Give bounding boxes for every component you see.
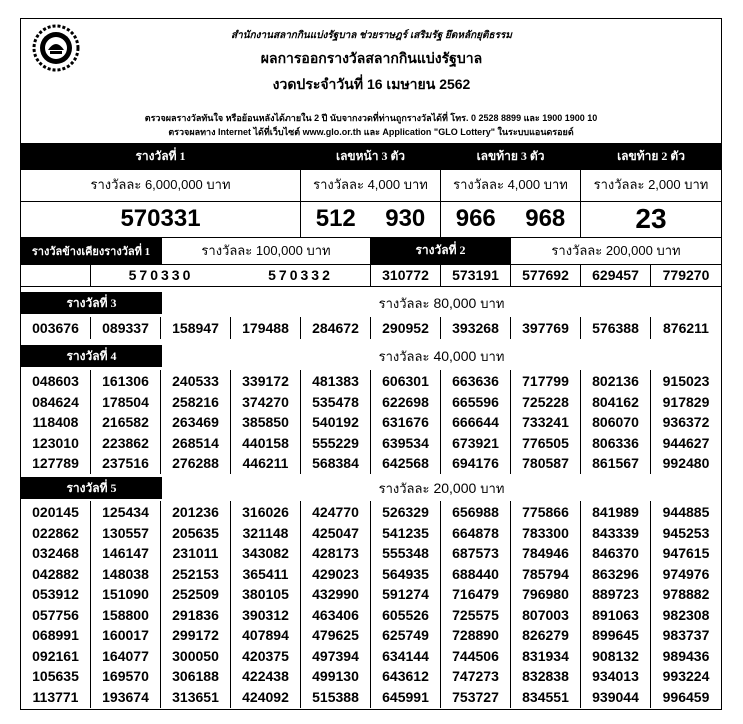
front3-number-b: 930: [385, 205, 426, 232]
prize-number: 263469: [161, 411, 231, 433]
prize-number: 753727: [441, 686, 511, 708]
number-row: [21, 432, 721, 454]
back3-number-a: 966: [455, 205, 496, 232]
top-prize-amounts: [21, 168, 721, 202]
prize-number: 053912: [21, 583, 91, 605]
amount-unit: บาท: [480, 480, 505, 496]
prize-number: 092161: [21, 645, 91, 667]
prize-number: 605526: [371, 604, 441, 626]
info-phone: ตรวจผลรางวัลทันใจ หรือย้อนหลังได้ภายใน 2 ปี นับจากงวดที่ท่านถูกรางวัลได้ที่ โทร. 0 2528 8899 และ 1900 1900 10: [144, 113, 598, 123]
prize-number: 161306: [91, 370, 161, 392]
prize-number: 440158: [231, 432, 301, 454]
prize-number: 422438: [231, 665, 301, 687]
number-row: [21, 452, 721, 474]
prize-number: 625749: [371, 624, 441, 646]
prize-number: 425047: [301, 522, 371, 544]
back3-amount: รางวัลละ 4,000 บาท: [441, 168, 581, 201]
second-number: 573191: [441, 264, 511, 286]
prize-number: 541235: [371, 522, 441, 544]
back3-label: เลขท้าย 3 ตัว: [441, 144, 581, 169]
prize-number: 343082: [231, 542, 301, 564]
third-prize-header: [21, 292, 721, 314]
draw-date: งวดประจำวันที่ 16 เมษายน 2562: [272, 76, 471, 92]
prize-number: 576388: [581, 317, 651, 339]
prize-number: 169570: [91, 665, 161, 687]
third-prize-label: รางวัลที่ 3: [21, 292, 162, 314]
prize-number: 290952: [371, 317, 441, 339]
prize-number: 429023: [301, 563, 371, 585]
prize-number: 846370: [581, 542, 651, 564]
prize-number: 899645: [581, 624, 651, 646]
prize-number: 993224: [662, 668, 710, 684]
prize-number: 393268: [441, 317, 511, 339]
prize-number: 178504: [91, 391, 161, 413]
prize-number: 321148: [231, 522, 301, 544]
number-row: [21, 501, 721, 523]
prize-number: 424092: [231, 686, 301, 708]
prize-number: 374270: [231, 391, 301, 413]
number-row: [21, 686, 721, 708]
prize-number: 300050: [161, 645, 231, 667]
prize-number: 252509: [161, 583, 231, 605]
prize-number: 934013: [581, 665, 651, 687]
prize-number: 863296: [581, 563, 651, 585]
prize-number: 861567: [581, 452, 651, 474]
prize-number: 747273: [441, 665, 511, 687]
third-prize-amount: [162, 292, 721, 314]
prize-number: 003676: [21, 317, 91, 339]
near-second-header: [21, 237, 721, 265]
prize-number: 694176: [441, 452, 511, 474]
prize-number: 841989: [581, 501, 651, 523]
prize-number: 915023: [662, 373, 710, 389]
number-row: [21, 604, 721, 626]
amount-value: 20,000: [433, 480, 477, 496]
prize-number: 802136: [581, 370, 651, 392]
near-prize-amount: รางวัลละ 100,000 บาท: [162, 237, 371, 264]
prize-number: 974976: [662, 565, 710, 582]
prize-number: 020145: [21, 501, 91, 523]
prize-number: 996459: [662, 688, 710, 705]
prize-number: 944885: [662, 504, 710, 520]
number-row: [21, 391, 721, 413]
back2-amount: รางวัลละ 2,000 บาท: [593, 177, 709, 192]
prize-number: 622698: [371, 391, 441, 413]
prize-number: 939044: [581, 686, 651, 708]
prize-number: 783300: [511, 522, 581, 544]
prize-number: 642568: [371, 452, 441, 474]
prize-number: 645991: [371, 686, 441, 708]
prize-number: 113771: [21, 686, 91, 708]
prize-number: 428173: [301, 542, 371, 564]
top-prize-labels: [21, 143, 721, 170]
prize-number: 127789: [21, 452, 91, 474]
prize-number: 687573: [441, 542, 511, 564]
prize-number: 665596: [441, 391, 511, 413]
front3-number-a: 512: [315, 205, 356, 232]
prize-number: 205635: [161, 522, 231, 544]
prize-number: 784946: [511, 542, 581, 564]
prize-number: 022862: [21, 522, 91, 544]
number-row: [21, 563, 721, 585]
prize-number: 479625: [301, 624, 371, 646]
prize-number: 084624: [21, 391, 91, 413]
prize-number: 982308: [662, 606, 710, 623]
org-slogan: สำนักงานสลากกินแบ่งรัฐบาล ช่วยราษฎร์ เสริมรัฐ ยึดหลักยุติธรรม: [231, 30, 512, 41]
prize-number: 673921: [441, 432, 511, 454]
prize-number: 252153: [161, 563, 231, 585]
prize-number: 889723: [581, 583, 651, 605]
fifth-prize-amount: [162, 477, 721, 499]
prize-number: 407894: [231, 624, 301, 646]
prize-number: 945253: [662, 524, 710, 541]
prize-number: 725228: [511, 391, 581, 413]
prize-number: 634144: [371, 645, 441, 667]
prize-number: 432990: [301, 583, 371, 605]
second-number: 310772: [371, 264, 441, 286]
prize-number: 744506: [441, 645, 511, 667]
prize-number: 123010: [21, 432, 91, 454]
prize-number: 339172: [231, 370, 301, 392]
prize-number: 666644: [441, 411, 511, 433]
prize-number: 733241: [511, 411, 581, 433]
prize-number: 258216: [161, 391, 231, 413]
near-second-numbers: [21, 264, 721, 287]
fifth-prize-label: รางวัลที่ 5: [21, 477, 162, 499]
prize-number: 118408: [21, 411, 91, 433]
number-row: [21, 583, 721, 605]
amount-value: 40,000: [433, 348, 477, 364]
number-row: [21, 624, 721, 646]
fifth-prize-header: [21, 477, 721, 499]
fourth-prize-amount: [162, 345, 721, 367]
prize-number: 983737: [662, 627, 710, 643]
prize-number: 237516: [91, 452, 161, 474]
prize-number: 042882: [21, 563, 91, 585]
prize-number: 089337: [91, 317, 161, 339]
prize-number: 656988: [441, 501, 511, 523]
prize-number: 276288: [161, 452, 231, 474]
prize-number: 876211: [663, 320, 709, 336]
prize-number: 148038: [91, 563, 161, 585]
prize-number: 160017: [91, 624, 161, 646]
prize-number: 390312: [231, 604, 301, 626]
prize-number: 193674: [91, 686, 161, 708]
prize-number: 316026: [231, 501, 301, 523]
prize-number: 728890: [441, 624, 511, 646]
prize-number: 223862: [91, 432, 161, 454]
prize-number: 365411: [231, 563, 301, 585]
back3-number-b: 968: [525, 205, 566, 232]
prize-number: 643612: [371, 665, 441, 687]
near-spacer: [21, 264, 91, 286]
prize-number: 385850: [231, 411, 301, 433]
prize-number: 978882: [662, 586, 710, 602]
info-internet: ตรวจผลทาง Internet ได้ที่เว็บไซต์ www.glo.or.th และ Application "GLO Lottery" ในระบบแอนดรอยด์: [168, 127, 574, 137]
prize-number: 807003: [511, 604, 581, 626]
prize-number: 420375: [231, 645, 301, 667]
second-number: 577692: [511, 264, 581, 286]
back2-label: เลขท้าย 2 ตัว: [581, 144, 721, 169]
prize-number: 068991: [21, 624, 91, 646]
prize-number: 717799: [511, 370, 581, 392]
amount-prefix: รางวัลละ: [378, 480, 430, 496]
prize-number: 158947: [161, 317, 231, 339]
prize-number: 125434: [91, 501, 161, 523]
prize-number: 540192: [301, 411, 371, 433]
second-number: 779270: [662, 267, 710, 283]
prize-number: 826279: [511, 624, 581, 646]
prize-number: 146147: [91, 542, 161, 564]
prize-number: 568384: [301, 452, 371, 474]
prize-number: 105635: [21, 665, 91, 687]
prize-number: 201236: [161, 501, 231, 523]
prize-number: 555229: [301, 432, 371, 454]
prize-number: 843339: [581, 522, 651, 544]
prize-number: 268514: [161, 432, 231, 454]
first-prize-label: รางวัลที่ 1: [21, 144, 301, 169]
prize-number: 526329: [371, 501, 441, 523]
prize-number: 591274: [371, 583, 441, 605]
prize-number: 463406: [301, 604, 371, 626]
prize-number: 231011: [161, 542, 231, 564]
page-title: ผลการออกรางวัลสลากกินแบ่งรัฐบาล: [260, 50, 483, 66]
prize-number: 424770: [301, 501, 371, 523]
front3-amount: รางวัลละ 4,000 บาท: [301, 168, 441, 201]
prize-number: 291836: [161, 604, 231, 626]
amount-unit: บาท: [480, 348, 505, 364]
prize-number: 515388: [301, 686, 371, 708]
prize-number: 832838: [511, 665, 581, 687]
prize-number: 834551: [511, 686, 581, 708]
prize-number: 989436: [662, 647, 710, 664]
second-prize-amount: รางวัลละ 200,000 บาท: [551, 243, 681, 258]
number-row: [21, 317, 721, 339]
prize-number: 716479: [441, 583, 511, 605]
front3-label: เลขหน้า 3 ตัว: [301, 144, 441, 169]
prize-number: 306188: [161, 665, 231, 687]
near-number-1: 570330: [128, 267, 194, 283]
number-row: [21, 542, 721, 564]
prize-number: 446211: [231, 452, 301, 474]
prize-number: 804162: [581, 391, 651, 413]
back2-number: 23: [635, 203, 667, 234]
prize-number: 688440: [441, 563, 511, 585]
prize-number: 481383: [301, 370, 371, 392]
prize-number: 158800: [91, 604, 161, 626]
number-row: [21, 411, 721, 433]
prize-number: 917829: [662, 393, 710, 410]
first-prize-amount: รางวัลละ 6,000,000 บาท: [21, 168, 301, 201]
prize-number: 944627: [662, 434, 710, 451]
prize-number: 806070: [581, 411, 651, 433]
second-prize-label: รางวัลที่ 2: [371, 237, 511, 264]
prize-number: 631676: [371, 411, 441, 433]
prize-number: 796980: [511, 583, 581, 605]
prize-number: 151090: [91, 583, 161, 605]
prize-number: 725575: [441, 604, 511, 626]
number-row: [21, 645, 721, 667]
prize-number: 664878: [441, 522, 511, 544]
prize-number: 130557: [91, 522, 161, 544]
prize-number: 284672: [301, 317, 371, 339]
near-number-2: 570332: [231, 264, 371, 286]
prize-number: 831934: [511, 645, 581, 667]
prize-number: 535478: [301, 391, 371, 413]
number-row: [21, 522, 721, 544]
prize-number: 240533: [161, 370, 231, 392]
amount-unit: บาท: [480, 295, 505, 311]
front3-numbers: [301, 201, 441, 237]
prize-number: 179488: [231, 317, 301, 339]
amount-prefix: รางวัลละ: [378, 348, 430, 364]
prize-number: 891063: [581, 604, 651, 626]
prize-number: 216582: [91, 411, 161, 433]
prize-number: 057756: [21, 604, 91, 626]
prize-number: 776505: [511, 432, 581, 454]
prize-number: 908132: [581, 645, 651, 667]
prize-number: 663636: [441, 370, 511, 392]
fourth-prize-label: รางวัลที่ 4: [21, 345, 162, 367]
prize-number: 606301: [371, 370, 441, 392]
prize-number: 947615: [662, 545, 710, 561]
number-row: [21, 665, 721, 687]
prize-number: 164077: [91, 645, 161, 667]
prize-number: 299172: [161, 624, 231, 646]
prize-number: 936372: [662, 414, 710, 430]
top-prize-numbers: [21, 201, 721, 238]
number-row: [21, 370, 721, 392]
back3-numbers: [441, 201, 581, 237]
first-prize-number: 570331: [21, 201, 301, 237]
prize-number: 380105: [231, 583, 301, 605]
prize-number: 780587: [511, 452, 581, 474]
prize-number: 639534: [371, 432, 441, 454]
amount-prefix: รางวัลละ: [378, 295, 430, 311]
prize-number: 992480: [662, 455, 710, 471]
second-number: 629457: [581, 264, 651, 286]
near-prize-label: รางวัลข้างเคียงรางวัลที่ 1: [21, 237, 162, 264]
fourth-prize-header: [21, 345, 721, 367]
prize-number: 397769: [511, 317, 581, 339]
prize-number: 555348: [371, 542, 441, 564]
prize-number: 048603: [21, 370, 91, 392]
prize-number: 785794: [511, 563, 581, 585]
prize-number: 806336: [581, 432, 651, 454]
prize-number: 564935: [371, 563, 441, 585]
prize-number: 032468: [21, 542, 91, 564]
prize-number: 499130: [301, 665, 371, 687]
amount-value: 80,000: [433, 295, 477, 311]
prize-number: 313651: [161, 686, 231, 708]
prize-number: 497394: [301, 645, 371, 667]
prize-number: 775866: [511, 501, 581, 523]
